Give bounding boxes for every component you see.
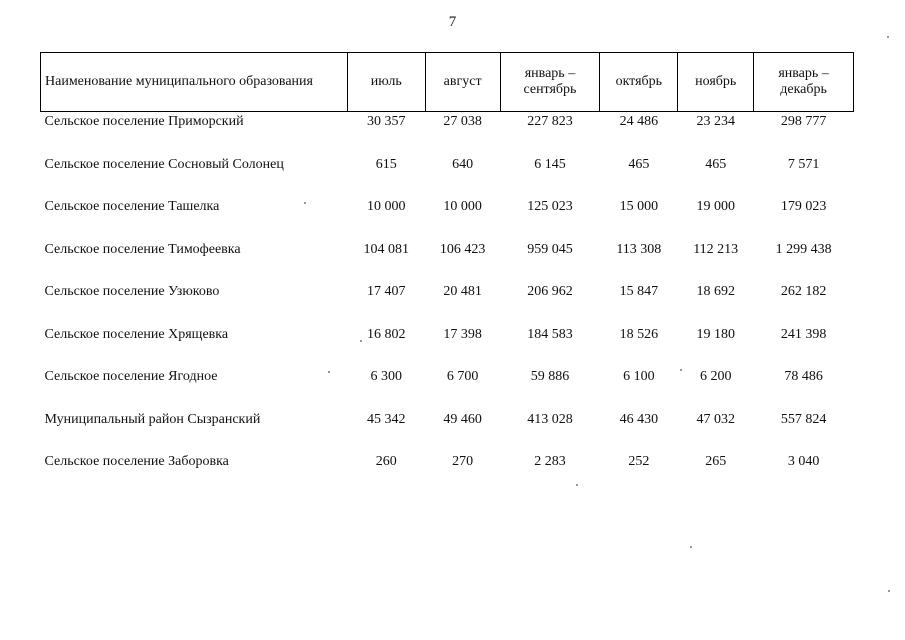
cell-august: 106 423 (439, 241, 486, 257)
scan-speck (328, 371, 330, 373)
header-row (41, 53, 854, 112)
header-jan-sep: январь – сентябрь (500, 53, 600, 112)
cell-november: 465 (705, 156, 727, 172)
cell-jan-dec: 1 299 438 (775, 241, 832, 257)
cell-jan-sep: 2 283 (534, 454, 566, 469)
cell-july: 104 081 (363, 241, 410, 257)
table-row (41, 242, 854, 285)
table-row (41, 454, 854, 497)
table-row (41, 327, 854, 370)
cell-name: Сельское поселение Сосновый Солонец (44, 156, 284, 172)
cell-name: Сельское поселение Хрящевка (44, 326, 229, 342)
scan-speck (887, 36, 889, 38)
cell-november: 19 000 (696, 199, 735, 214)
cell-name: Сельское поселение Ягодное (44, 369, 218, 384)
cell-july: 260 (375, 454, 397, 469)
scan-speck (576, 484, 578, 486)
cell-jan-dec: 262 182 (780, 284, 827, 299)
cell-jan-dec: 78 486 (784, 369, 823, 384)
page-number: 7 (448, 14, 457, 30)
cell-name: Сельское поселение Заборовка (44, 454, 229, 469)
cell-jan-sep: 184 583 (527, 326, 573, 342)
scan-speck (304, 202, 306, 204)
cell-july: 30 357 (367, 114, 406, 129)
cell-name: Сельское поселение Приморский (44, 114, 244, 129)
cell-july: 615 (375, 156, 397, 172)
cell-november: 112 213 (693, 241, 739, 257)
data-table (40, 52, 854, 497)
cell-jan-sep: 959 045 (527, 241, 573, 257)
cell-november: 47 032 (696, 411, 735, 427)
cell-november: 18 692 (696, 284, 735, 299)
header-october: октябрь (600, 53, 678, 112)
cell-jan-dec: 241 398 (780, 326, 827, 342)
cell-name: Муниципальный район Сызранский (44, 411, 261, 427)
cell-august: 270 (452, 454, 474, 469)
table-row (41, 112, 854, 157)
cell-jan-sep: 206 962 (527, 284, 573, 299)
cell-jan-dec: 179 023 (780, 199, 827, 214)
cell-jan-dec: 557 824 (780, 411, 827, 427)
cell-july: 6 300 (370, 369, 403, 384)
table-body (41, 112, 854, 497)
cell-october: 465 (628, 156, 650, 172)
cell-august: 6 700 (446, 369, 479, 384)
cell-july: 10 000 (367, 199, 406, 214)
cell-name: Сельское поселение Ташелка (44, 199, 220, 214)
cell-august: 17 398 (443, 326, 482, 342)
table-row (41, 369, 854, 412)
header-july: июль (347, 53, 425, 112)
cell-jan-sep: 125 023 (527, 199, 573, 214)
cell-jan-dec: 3 040 (787, 454, 820, 469)
cell-august: 49 460 (443, 411, 482, 427)
cell-august: 10 000 (443, 199, 482, 214)
cell-jan-sep: 59 886 (530, 369, 570, 384)
cell-october: 18 526 (619, 326, 659, 342)
cell-october: 15 847 (619, 284, 659, 299)
table-row (41, 157, 854, 200)
cell-july: 17 407 (367, 284, 406, 299)
cell-july: 45 342 (367, 411, 406, 427)
cell-august: 20 481 (443, 284, 482, 299)
scan-speck (888, 590, 890, 592)
header-jan-dec: январь – декабрь (754, 53, 854, 112)
cell-jan-dec: 298 777 (780, 114, 827, 129)
scan-speck (680, 369, 682, 371)
cell-august: 27 038 (443, 114, 482, 129)
table-row (41, 412, 854, 455)
cell-november: 19 180 (696, 326, 735, 342)
cell-october: 252 (628, 454, 650, 469)
cell-name: Сельское поселение Тимофеевка (44, 241, 241, 257)
cell-october: 46 430 (619, 411, 659, 427)
cell-october: 24 486 (619, 114, 659, 129)
cell-jan-sep: 227 823 (527, 114, 573, 129)
cell-name: Сельское поселение Узюково (44, 284, 220, 299)
cell-jan-sep: 413 028 (527, 411, 573, 427)
cell-november: 265 (705, 454, 727, 469)
header-august: август (425, 53, 500, 112)
header-municipality: Наименование муниципального образования (41, 53, 348, 112)
scan-speck (360, 340, 362, 342)
table-row (41, 284, 854, 327)
cell-october: 113 308 (616, 241, 662, 257)
table-row (41, 199, 854, 242)
cell-october: 6 100 (623, 369, 655, 384)
cell-july: 16 802 (367, 326, 406, 342)
cell-jan-sep: 6 145 (534, 156, 566, 172)
scan-speck (690, 546, 692, 548)
cell-october: 15 000 (619, 199, 659, 214)
header-november: ноябрь (678, 53, 754, 112)
cell-november: 6 200 (699, 369, 732, 384)
cell-jan-dec: 7 571 (787, 156, 820, 172)
table-header (41, 53, 854, 112)
cell-august: 640 (452, 156, 474, 172)
cell-november: 23 234 (696, 114, 735, 129)
